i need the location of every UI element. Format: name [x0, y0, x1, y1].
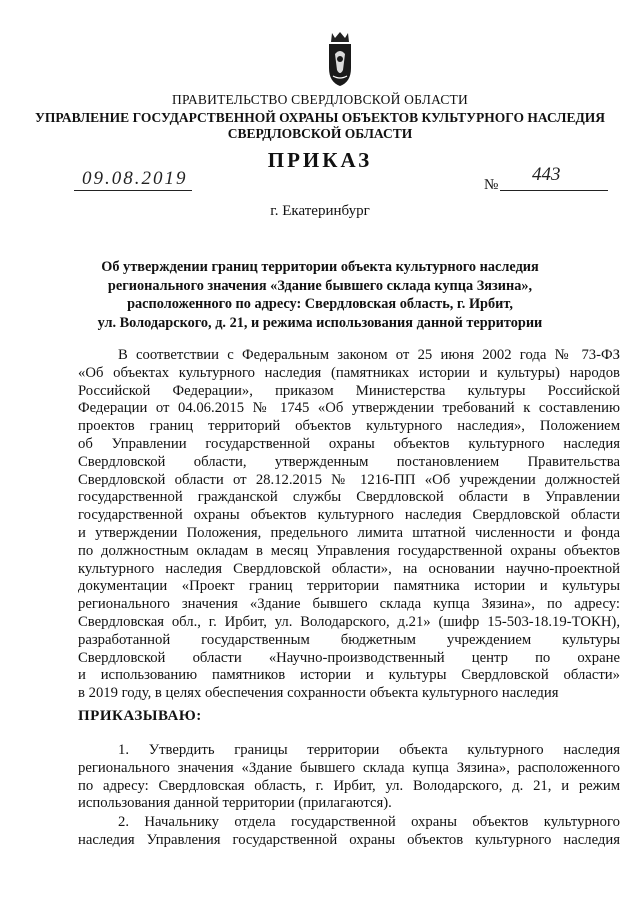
number-underline: [500, 190, 608, 191]
order-item-2: 2. Начальнику отдела государственной охраны объектов культурного наследия Управления государственной охраны объектов культурного наследия: [78, 814, 620, 848]
order-date: 09.08.2019: [82, 168, 188, 189]
document-type: ПРИКАЗ: [267, 148, 373, 172]
department-name: УПРАВЛЕНИЕ ГОСУДАРСТВЕННОЙ ОХРАНЫ ОБЪЕКТОВ КУЛЬТУРНОГО НАСЛЕДИЯ СВЕРДЛОВСКОЙ ОБЛАСТИ: [34, 110, 606, 141]
city: г. Екатеринбург: [270, 203, 370, 219]
preamble-paragraph: В соответствии с Федеральным законом от 25 июня 2002 года № 73-ФЗ «Об объектах культурного наследия (памятниках истории и культуры) народов Российской Федерации», приказом Министерства культуры Российской Федерации от 04.06.2015 № 1745 «Об утверждении требований к составлению проектов границ территорий объектов культурного наследия», Положением об Управлении государственной охраны объектов культурного наследия Свердловской области, утвержденным постановлением Правительства Свердловской области от 28.12.2015 № 1216-ПП «Об учреждении должностей государственной гражданской службы Свердловской области в Управлении государственной охраны объектов культурного наследия Свердловской области и утверждении Положения, предельного лимита штатной численности и фонда по должностным окладам в месяц Управления государственной охраны объектов культурного наследия Свердловской области», на основании научно-проектной документации «Проект границ территории памятника истории и культуры регионального значения «Здание бывшего склада купца Зязина», по адресу: Свердловская обл., г. Ирбит, ул. Володарского, д.21» (шифр 15-503-18.19-ТОКН), разработанной государственным бюджетным учреждением культуры Свердловской области «Научно-производственный центр по охране и использованию памятников истории и культуры Свердловской области» в 2019 году, в целях обеспечения сохранности объекта культурного наследия: [78, 347, 620, 702]
coat-of-arms-icon: [318, 30, 362, 88]
order-heading: ПРИКАЗЫВАЮ:: [78, 708, 202, 724]
document-title: Об утверждении границ территории объекта культурного наследия регионального значения «Здание бывшего склада купца Зязина», расположенного по адресу: Свердловская область, г. Ирбит, ул. Володарского, д. 21, и режима использования данной территории: [97, 259, 543, 331]
order-number: 443: [532, 164, 561, 185]
date-underline: [74, 190, 192, 191]
government-name: ПРАВИТЕЛЬСТВО СВЕРДЛОВСКОЙ ОБЛАСТИ: [172, 92, 468, 107]
order-item-1: 1. Утвердить границы территории объекта культурного наследия регионального значения «Здание бывшего склада купца Зязина», расположенного по адресу: Свердловская область, г. Ирбит, ул. Володарского, д. 21, и режим использования данной территории (прилагаются).: [78, 742, 620, 812]
number-label: №: [484, 177, 499, 193]
